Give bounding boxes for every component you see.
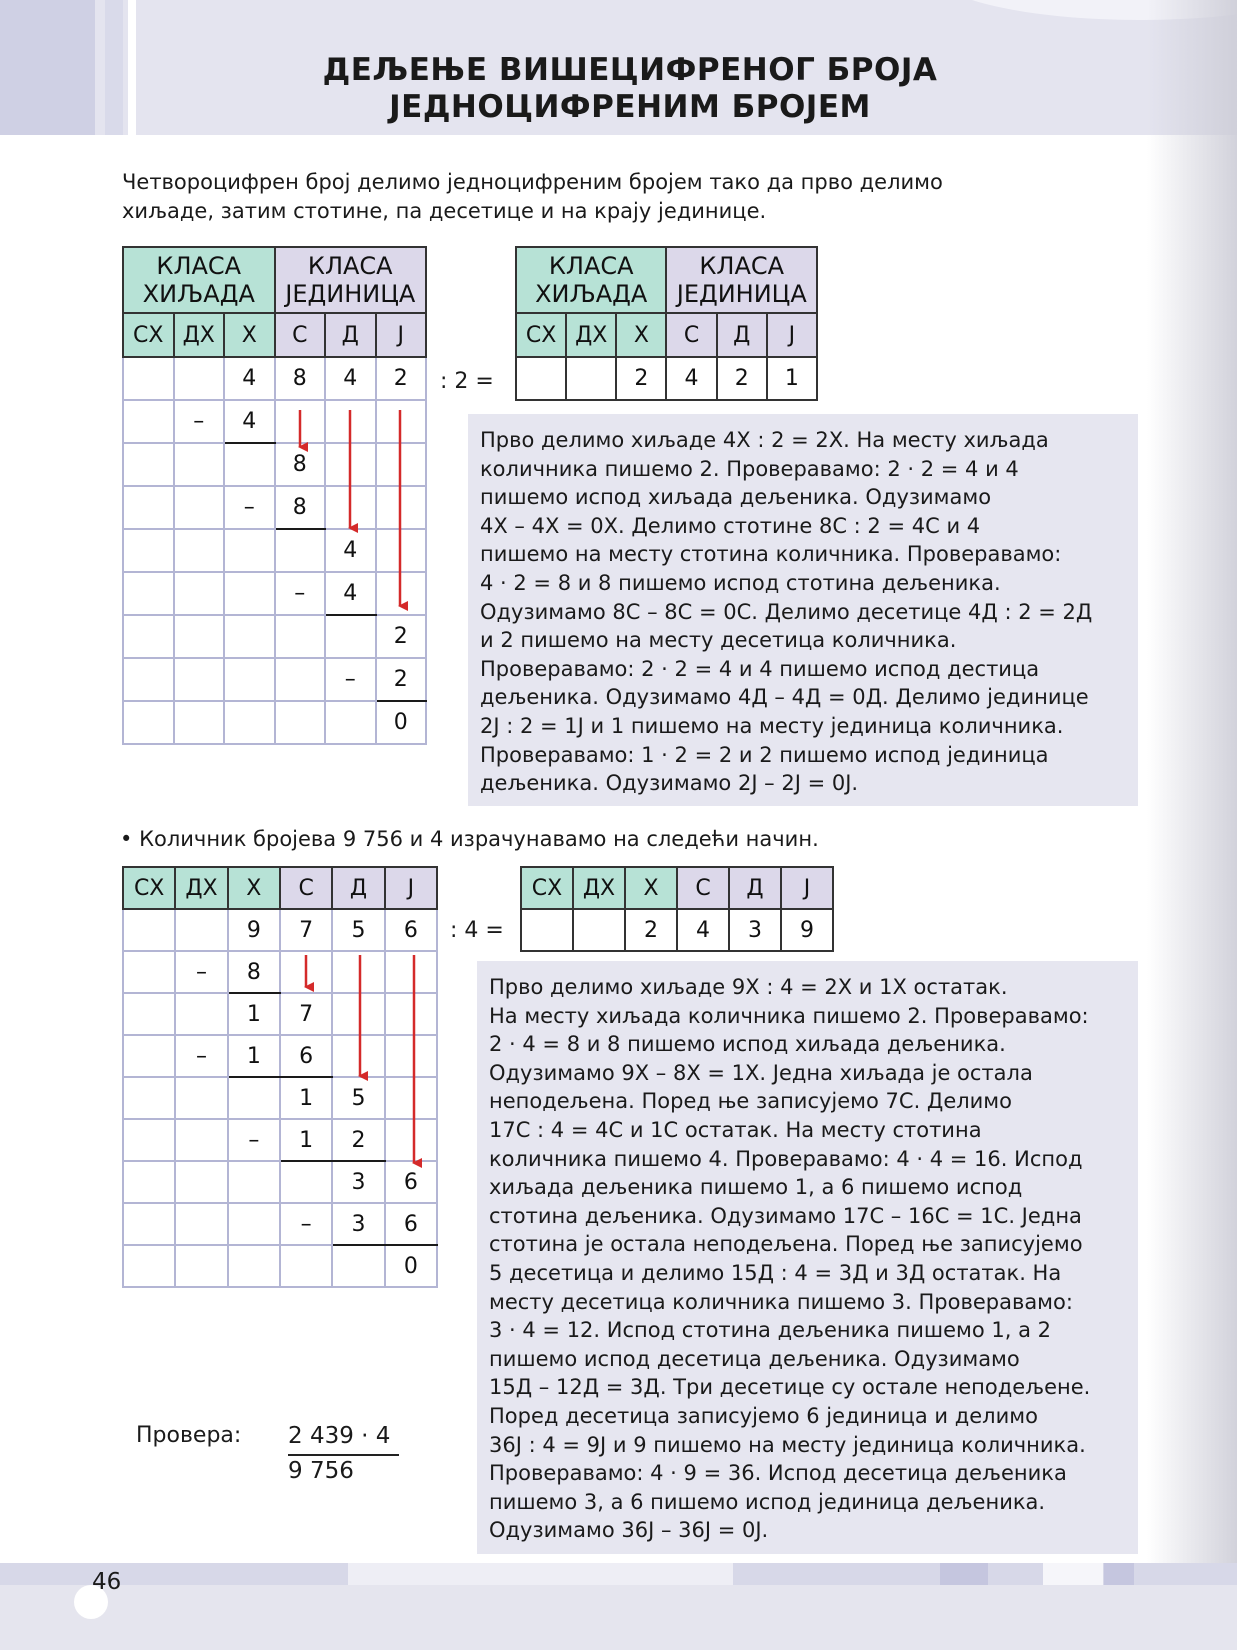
- col-header-dh: ДХ: [174, 313, 225, 357]
- footer-stripe-dark: [1104, 1563, 1134, 1585]
- quotient-cell: 3: [729, 909, 781, 951]
- division-cell: 4: [224, 357, 275, 400]
- bullet-dot-icon: •: [120, 827, 133, 851]
- explanation-line: неподељена. Поред ње записујемо 7С. Делимо: [489, 1089, 1013, 1114]
- explanation-line: пишемо 3, а 6 пишемо испод јединица дељеника.: [489, 1489, 1046, 1514]
- explanation-line: и 2 пишемо на месту десетица количника.: [480, 628, 957, 653]
- division-cell: 1: [280, 1119, 332, 1161]
- division-cell: 1: [228, 993, 280, 1035]
- col-header-h: Х: [224, 313, 275, 357]
- explanation-line: Проверавамо: 1 · 2 = 2 и 2 пишемо испод јединица: [480, 742, 1049, 767]
- explanation-line: На месту хиљада количника пишемо 2. Проверавамо:: [489, 1003, 1089, 1028]
- col-header-h: Х: [228, 867, 280, 909]
- explanation-line: 15Д – 12Д = 3Д. Три десетице су остале неподељене.: [489, 1375, 1091, 1400]
- division-cell: 4: [224, 400, 275, 443]
- col-header-j: Ј: [781, 867, 833, 909]
- division-cell: 5: [332, 1077, 384, 1119]
- division-operator-1: : 2 =: [440, 369, 494, 394]
- explanation-line: дељеника. Одузимамо 4Д – 4Д = 0Д. Делимо јединице: [480, 685, 1089, 710]
- explanation-line: пишемо на месту стотина количника. Проверавамо:: [480, 542, 1062, 567]
- explanation-line: 4 · 2 = 8 и 8 пишемо испод стотина дељеника.: [480, 570, 1001, 595]
- class-thousands-header: КЛАСА ХИЉАДА: [516, 247, 666, 313]
- explanation-line: Прво делимо хиљаде 4Х : 2 = 2Х. На месту хиљада: [480, 428, 1049, 452]
- col-header-j: Ј: [767, 313, 817, 357]
- title-line-1: ДЕЉЕЊЕ ВИШЕЦИФРЕНОГ БРОЈА: [322, 52, 938, 88]
- explanation-line: 2Ј : 2 = 1Ј и 1 пишемо на месту јединица количника.: [480, 713, 1064, 738]
- division-cell: –: [325, 658, 376, 701]
- intro-line-1: Четвороцифрен број делимо једноцифреним бројем тако да прво делимо: [122, 170, 943, 194]
- col-header-dh: ДХ: [573, 867, 625, 909]
- division-cell: 8: [228, 951, 280, 993]
- col-header-d: Д: [717, 313, 767, 357]
- division-cell: 1: [228, 1035, 280, 1077]
- check-label: Провера:: [136, 1423, 242, 1448]
- division-cell: 2: [376, 357, 427, 400]
- explanation-line: Прво делимо хиљаде 9Х : 4 = 2Х и 1Х остатак.: [489, 975, 1008, 999]
- class-units-header: КЛАСА ЈЕДИНИЦА: [666, 247, 817, 313]
- col-header-sh: СХ: [123, 313, 174, 357]
- col-header-d: Д: [332, 867, 384, 909]
- explanation-line: Одузимамо 9Х – 8Х = 1Х. Једна хиљада је остала: [489, 1060, 1033, 1085]
- division-cell: 1: [280, 1077, 332, 1119]
- quotient-cell: 4: [677, 909, 729, 951]
- intro-line-2: хиљаде, затим стотине, па десетице и на крају јединице.: [122, 199, 767, 223]
- division-cell: 6: [280, 1035, 332, 1077]
- division-cell: 5: [332, 909, 384, 951]
- division-operator-2: : 4 =: [450, 918, 504, 943]
- division-cell: 2: [376, 615, 427, 658]
- division-cell: 0: [376, 701, 427, 744]
- division-cell: 3: [332, 1203, 384, 1245]
- division-cell: 8: [275, 357, 326, 400]
- class-units-header: КЛАСА ЈЕДИНИЦА: [275, 247, 427, 313]
- footer-stripe-light: [348, 1563, 733, 1585]
- col-header-sh: СХ: [521, 867, 573, 909]
- division-cell: 9: [228, 909, 280, 951]
- explanation-line: 36Ј : 4 = 9Ј и 9 пишемо на месту јединица количника.: [489, 1432, 1086, 1457]
- division-cell: 6: [385, 1161, 437, 1203]
- check-multiplication: 2 439 · 4: [288, 1423, 391, 1449]
- col-header-j: Ј: [376, 313, 427, 357]
- col-header-sh: СХ: [123, 867, 175, 909]
- check-result: 9 756: [288, 1458, 354, 1484]
- division-cell: 6: [385, 1203, 437, 1245]
- division-cell: –: [280, 1203, 332, 1245]
- explanation-line: стотина дељеника. Одузимамо 17С – 16С = 1С. Једна: [489, 1203, 1082, 1228]
- bullet-text: Количник бројева 9 756 и 4 израчунавамо на следећи начин.: [139, 827, 819, 851]
- division-cell: –: [175, 1035, 227, 1077]
- division-cell: 4: [325, 572, 376, 615]
- footer-stripe-dark: [940, 1563, 988, 1585]
- division-cell: 2: [376, 658, 427, 701]
- division-cell: 0: [385, 1245, 437, 1287]
- explanation-line: 17С : 4 = 4С и 1С остатак. На месту стотина: [489, 1117, 982, 1142]
- col-header-h: Х: [616, 313, 666, 357]
- explanation-line: Поред десетица записујемо 6 јединица и делимо: [489, 1403, 1038, 1428]
- quotient-cell: 9: [781, 909, 833, 951]
- col-header-d: Д: [325, 313, 376, 357]
- quotient-cell: 2: [616, 357, 666, 400]
- explanation-line: 2 · 4 = 8 и 8 пишемо испод хиљада дељеника.: [489, 1032, 1006, 1057]
- division-cell: 8: [275, 486, 326, 529]
- division-cell: –: [275, 572, 326, 615]
- division-cell: 2: [332, 1119, 384, 1161]
- col-header-sh: СХ: [516, 313, 566, 357]
- col-header-dh: ДХ: [566, 313, 616, 357]
- explanation-line: 5 десетица и делимо 15Д : 4 = 3Д и 3Д остатак. На: [489, 1260, 1062, 1285]
- division-cell: –: [224, 486, 275, 529]
- division-cell: 7: [280, 909, 332, 951]
- explanation-line: количника пишемо 4. Проверавамо: 4 · 4 = 16. Испод: [489, 1146, 1083, 1171]
- quotient-cell: 2: [717, 357, 767, 400]
- col-header-dh: ДХ: [175, 867, 227, 909]
- quotient-cell: 4: [666, 357, 716, 400]
- division-cell: –: [175, 951, 227, 993]
- division-cell: –: [174, 400, 225, 443]
- division-cell: 4: [325, 357, 376, 400]
- division-cell: 6: [385, 909, 437, 951]
- title-line-2: ЈЕДНОЦИФРЕНИМ БРОЈЕМ: [389, 89, 871, 125]
- page-number: 46: [92, 1569, 122, 1595]
- division-cell: 8: [275, 443, 326, 486]
- explanation-line: 3 · 4 = 12. Испод стотина дељеника пишемо 1, а 2: [489, 1318, 1051, 1343]
- col-header-h: Х: [625, 867, 677, 909]
- col-header-d: Д: [729, 867, 781, 909]
- col-header-s: С: [677, 867, 729, 909]
- division-cell: –: [228, 1119, 280, 1161]
- division-cell: 7: [280, 993, 332, 1035]
- explanation-line: пишемо испод десетица дељеника. Одузимамо: [489, 1346, 1020, 1371]
- quotient-cell: 1: [767, 357, 817, 400]
- explanation-line: хиљада дељеника пишемо 1, а 6 пишемо испод: [489, 1175, 1023, 1200]
- col-header-j: Ј: [385, 867, 437, 909]
- explanation-line: месту десетица количника пишемо 3. Проверавамо:: [489, 1289, 1073, 1314]
- explanation-line: Проверавамо: 2 · 2 = 4 и 4 пишемо испод дестица: [480, 656, 1040, 681]
- class-thousands-header: КЛАСА ХИЉАДА: [123, 247, 275, 313]
- col-header-s: С: [275, 313, 326, 357]
- explanation-line: дељеника. Одузимамо 2Ј – 2Ј = 0Ј.: [480, 771, 859, 796]
- explanation-line: 4Х – 4Х = 0Х. Делимо стотине 8С : 2 = 4С и 4: [480, 513, 981, 538]
- quotient-cell: 2: [625, 909, 677, 951]
- col-header-s: С: [280, 867, 332, 909]
- explanation-line: Проверавамо: 4 · 9 = 36. Испод десетица дељеника: [489, 1461, 1067, 1486]
- division-cell: 4: [325, 529, 376, 572]
- col-header-s: С: [666, 313, 716, 357]
- division-cell: 3: [332, 1161, 384, 1203]
- explanation-line: Одузимамо 8С – 8С = 0С. Делимо десетице 4Д : 2 = 2Д: [480, 599, 1093, 624]
- explanation-line: пишемо испод хиљада дељеника. Одузимамо: [480, 485, 992, 510]
- explanation-line: количника пишемо 2. Проверавамо: 2 · 2 = 4 и 4: [480, 456, 1019, 481]
- explanation-line: Одузимамо 36Ј – 36Ј = 0Ј.: [489, 1518, 769, 1543]
- explanation-line: стотина је остала неподељена. Поред ње записујемо: [489, 1232, 1083, 1257]
- footer-stripe-light: [1043, 1563, 1103, 1585]
